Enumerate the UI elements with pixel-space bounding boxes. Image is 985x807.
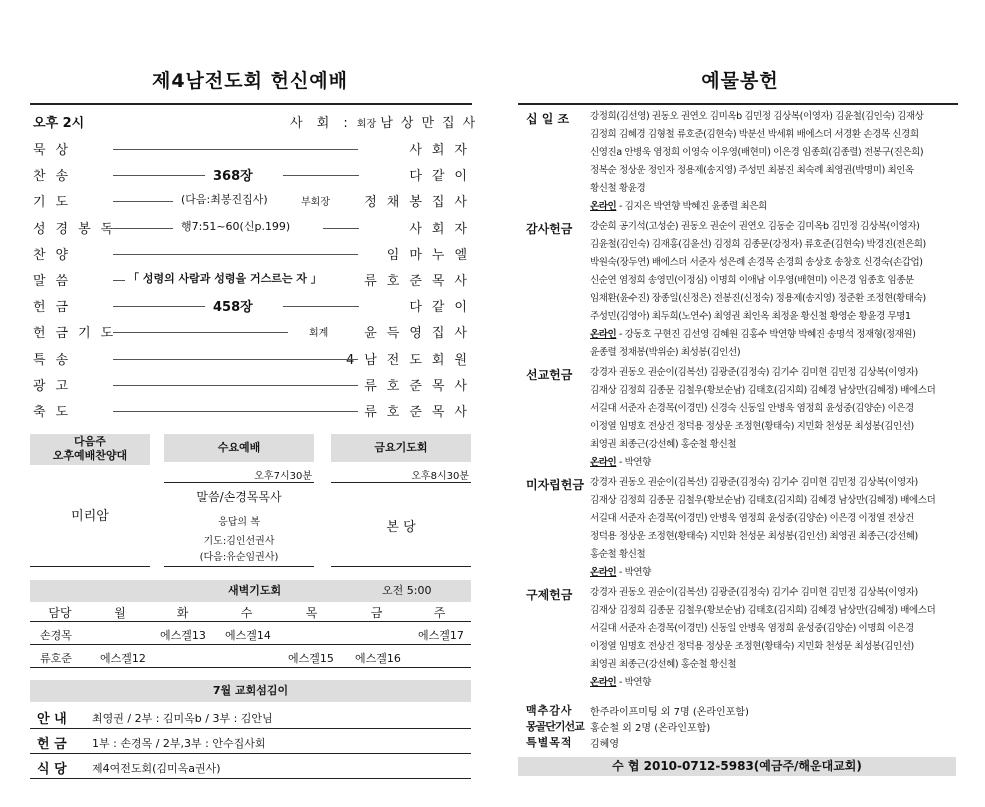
leader-line [323, 228, 359, 229]
row-right: 사회자 [409, 221, 477, 237]
leader-line [113, 149, 358, 150]
dawn-header-cell: 목 [305, 606, 318, 620]
offering-names [590, 364, 960, 472]
donor-line: 주성민(김영아) 최두희(노연수) 최영권 최인옥 최정윤 황신철 황영순 황윤경 무명1 [590, 311, 911, 322]
service-time: 오후 2시 [33, 116, 85, 131]
dawn-cell: 에스겔12 [100, 652, 146, 665]
donor-line: 박원숙(장두연) 배에스더 서준자 성은례 손경목 손경희 송상호 송창호 신경숙(손갑업) [590, 257, 923, 268]
row-right: 류호준목사 [364, 274, 477, 289]
leader-line [113, 280, 125, 281]
dawn-header-cell: 수 [240, 606, 253, 620]
server-names: 최영권 / 2부 : 김미옥b / 3부 : 김안님 [92, 712, 273, 725]
service-row [33, 137, 477, 161]
row-label: 특송 [33, 352, 79, 368]
divider [30, 778, 471, 779]
donor-line: 강정희(김선영) 권동오 권연오 김미옥b 김민정 김상복(이영자) 김윤철(김인숙) 김재상 [590, 111, 924, 122]
donor-line: 정복순 정상운 정인자 정용제(송지영) 주성민 최봉진 최숙례 최영권(박명미) 최인옥 [590, 165, 914, 176]
divider [30, 728, 471, 729]
extra-category: 맥추감사 [526, 704, 573, 717]
offering-names [590, 584, 960, 692]
leader-line [113, 411, 358, 412]
offering-names [590, 218, 960, 362]
row-right: 4남전도회원 [345, 352, 477, 368]
row-label: 헌금기도 [33, 326, 124, 342]
donor-line: 임채환(윤수진) 장종일(신정은) 전봉진(신정숙) 정용제(송지영) 정준환 조정현(황태숙) [590, 293, 926, 304]
donor-line: 윤종렬 정채봉(박위순) 최성봉(김인선) [590, 347, 741, 358]
row-label: 말씀 [33, 274, 79, 289]
row-right: 다같이 [409, 169, 477, 185]
dawn-header-cell: 월 [114, 606, 126, 620]
online-donors [590, 564, 960, 582]
leader-line [113, 201, 173, 202]
row-label: 축도 [33, 405, 79, 420]
offering-category: 미자립헌금 [526, 478, 584, 492]
leader-line [283, 306, 359, 307]
leader-line [113, 359, 358, 360]
leader-line [113, 332, 288, 333]
service-row [33, 268, 477, 292]
service-row [33, 242, 477, 266]
row-right: 다같이 [409, 300, 477, 316]
leader-line [113, 385, 358, 386]
extra-value: 한주라이프미팅 외 7명 (온라인포함) [590, 707, 749, 718]
offering-category: 감사헌금 [526, 222, 573, 236]
dawn-cell: 류호준 [40, 652, 72, 665]
donor-line: 이정열 임명호 전상건 정덕용 정상운 조정현(황태숙) 지민화 천성문 최성봉(김인선) [590, 421, 914, 432]
online-names: 박연향 [624, 567, 651, 578]
leader-line [113, 306, 205, 307]
dawn-header-cell: 주 [433, 606, 446, 620]
row-label: 찬송 [33, 169, 79, 185]
online-sep: - [616, 201, 625, 212]
row-role: 회계 [309, 328, 329, 340]
divider [30, 621, 471, 622]
row-content: 458장 [213, 300, 253, 316]
next-week-choir: 미리암 [71, 509, 109, 524]
divider [30, 753, 471, 754]
row-label: 헌금 [33, 300, 79, 316]
dawn-header-cell: 화 [176, 606, 189, 620]
offering-title: 예물봉헌 [701, 70, 779, 92]
row-right: 정채봉집사 [364, 195, 477, 211]
online-sep: - [616, 457, 625, 468]
online-sep: - [616, 329, 625, 340]
server-role: 식 당 [37, 762, 67, 777]
leader-line [113, 228, 173, 229]
service-row [33, 399, 477, 423]
donor-line: 신순연 염정희 송영민(이정심) 이명희 이애남 이우영(배현미) 이은경 임종호 임종분 [590, 275, 914, 286]
row-content: 행7:51~60(신p.199) [181, 219, 291, 233]
wednesday-next: (다음:유순임권사) [199, 552, 279, 563]
online-donors [590, 454, 960, 472]
servers-header: 7월 교회섬김이 [30, 680, 471, 702]
next-week-choir-header: 다음주 오후예배찬양대 [30, 434, 150, 465]
online-label: 온라인 [590, 329, 617, 340]
service-row [33, 320, 477, 344]
wednesday-time: 오후7시30분 [254, 471, 312, 482]
donor-line: 최영권 최종근(강선혜) 홍순철 황신철 [590, 659, 737, 670]
row-right: 류호준목사 [364, 378, 477, 394]
wednesday-header: 수요예배 [164, 434, 314, 462]
offering-category: 구제헌금 [526, 588, 573, 602]
service-row [33, 163, 477, 187]
dawn-cell: 손경목 [40, 629, 72, 642]
leader-line [113, 175, 205, 176]
server-names: 제4여전도회(김미옥a권사) [92, 762, 221, 775]
donor-line: 서길대 서준자 손경목(이경민) 신경숙 신동일 안병욱 염정희 윤성중(김양순) 이은경 [590, 403, 914, 414]
offering-category: 십 일 조 [526, 112, 570, 126]
divider [30, 644, 471, 645]
donor-line: 강경자 권동오 권순이(김복선) 김광준(김정숙) 김기수 김미현 김민정 김상복(이영자) [590, 587, 918, 598]
donor-line: 정덕용 정상운 조정현(황태숙) 지민화 천성문 최성봉(김인선) 최영권 최종근(강선혜) [590, 531, 918, 542]
offering-names [590, 474, 960, 582]
service-row [33, 294, 477, 318]
donor-line: 서길대 서준자 손경목(이경민) 안병욱 염정희 윤성중(김양순) 이은경 이정열 전상건 [590, 513, 914, 524]
row-label: 묵상 [33, 143, 79, 158]
wednesday-topic: 응답의 복 [218, 517, 260, 528]
friday-place: 본 당 [386, 520, 416, 535]
extra-category: 몽골단기선교 [526, 720, 584, 733]
donor-line: 김재상 김정희 김종문 김철우(황보순남) 김태호(김지희) 김혜경 남상만(김혜정) 배에스더 [590, 495, 936, 506]
service-row [33, 347, 477, 371]
server-names: 1부 : 손경목 / 2부,3부 : 안수집사회 [92, 737, 266, 750]
donor-line: 강경자 권동오 권순이(김복선) 김광준(김정숙) 김기수 김미현 김민정 김상복(이영자) [590, 477, 918, 488]
online-sep: - [616, 677, 625, 688]
online-label: 온라인 [590, 677, 617, 688]
donor-line: 홍순철 황신철 [590, 549, 646, 560]
donor-line: 신영진a 안병욱 염정희 이영숙 이우영(배현미) 이은경 임종희(김종렬) 전봉구(진은희) [590, 147, 924, 158]
service-row [33, 216, 477, 240]
dawn-header-cell: 담당 [48, 606, 72, 620]
leader-line [283, 175, 359, 176]
donor-line: 이정열 임명호 전상건 정덕용 정상운 조정현(황태숙) 지민화 천성문 최성봉(김인선) [590, 641, 914, 652]
donor-line: 김윤철(김인숙) 김재홍(김윤선) 김정희 김종문(강정자) 류호준(김현숙) 박경진(전은희) [590, 239, 926, 250]
extra-value: 김혜영 [590, 739, 619, 750]
server-role: 헌 금 [37, 737, 67, 752]
online-label: 온라인 [590, 201, 617, 212]
leader-line [113, 254, 358, 255]
dawn-cell: 에스겔15 [288, 652, 334, 665]
online-names: 강동호 구현진 김선영 김혜원 김홍수 박연향 박혜진 송명석 정재형(정재원) [624, 329, 916, 340]
row-label: 광고 [33, 378, 79, 394]
donor-line: 강순희 공기석(고성순) 권동오 권순이 권연오 김동순 김미옥b 김민정 김상복(이영자) [590, 221, 920, 232]
bank-account: 수 협 2010-0712-5983(예금주/해운대교회) [518, 757, 956, 776]
row-content: (다음:최봉진집사) [181, 193, 268, 207]
dawn-cell: 에스겔13 [160, 629, 206, 642]
wednesday-sermon: 말씀/손경목목사 [196, 490, 282, 504]
online-names: 김지은 박연향 박혜진 윤종렬 최은희 [624, 201, 767, 212]
online-donors [590, 326, 960, 344]
server-role: 안 내 [37, 712, 67, 727]
offering-category: 선교헌금 [526, 368, 573, 382]
friday-time: 오후8시30분 [411, 471, 469, 482]
donor-line: 최영권 최종근(강선혜) 홍순철 황신철 [590, 439, 737, 450]
row-right: 사회자 [409, 143, 477, 158]
offering-names [590, 108, 960, 216]
row-label: 기도 [33, 195, 79, 211]
donor-line: 서길대 서준자 손경목(이경민) 신동일 안병욱 염정희 윤성중(김양순) 이명희 이은경 [590, 623, 914, 634]
row-content: 368장 [213, 169, 253, 185]
dawn-cell: 에스겔14 [225, 629, 271, 642]
extra-value: 홍순철 외 2명 (온라인포함) [590, 723, 711, 734]
dawn-header-cell: 금 [370, 606, 383, 620]
friday-header: 금요기도회 [331, 434, 471, 462]
online-label: 온라인 [590, 567, 617, 578]
donor-line: 김재상 김정희 김종문 김철우(황보순남) 김태호(김지희) 김혜경 남상만(김혜정) 배에스더 [590, 605, 936, 616]
donor-line: 황신철 황윤경 [590, 183, 646, 194]
host-line: 사 회 : 회장 남상만집사 [290, 116, 484, 131]
service-row [33, 189, 477, 213]
service-title: 제4남전도회 헌신예배 [151, 70, 349, 92]
row-right: 임마누엘 [386, 247, 477, 263]
row-content: 「 성령의 사람과 성령을 거스르는 자 」 [128, 272, 322, 285]
row-right: 류호준목사 [364, 405, 477, 420]
dawn-cell: 에스겔16 [355, 652, 401, 665]
row-label: 성경봉독 [33, 221, 124, 237]
extra-category: 특별목적 [526, 736, 573, 749]
dawn-cell: 에스겔17 [418, 629, 464, 642]
online-sep: - [616, 567, 625, 578]
donor-line: 김정희 김혜경 김형철 류호준(김현숙) 박분선 박세휘 배에스더 서경환 손경목 신경희 [590, 129, 919, 140]
divider [30, 667, 471, 668]
service-row [33, 373, 477, 397]
online-names: 박연향 [624, 457, 651, 468]
online-names: 박연향 [624, 677, 651, 688]
online-donors [590, 198, 960, 216]
row-right: 윤득영집사 [364, 326, 477, 342]
online-donors [590, 674, 960, 692]
row-label: 찬양 [33, 247, 79, 263]
row-role: 부회장 [301, 197, 330, 209]
wednesday-prayer: 기도:김인선권사 [203, 536, 275, 547]
donor-line: 강경자 권동오 권순이(김복선) 김광준(김정숙) 김기수 김미현 김민정 김상복(이영자) [590, 367, 918, 378]
online-label: 온라인 [590, 457, 617, 468]
dawn-prayer-header: 새벽기도회 오전 5:00 [30, 580, 471, 602]
donor-line: 김재상 김정희 김종문 김철우(황보순남) 김태호(김지희) 김혜경 남상만(김혜정) 배에스더 [590, 385, 936, 396]
